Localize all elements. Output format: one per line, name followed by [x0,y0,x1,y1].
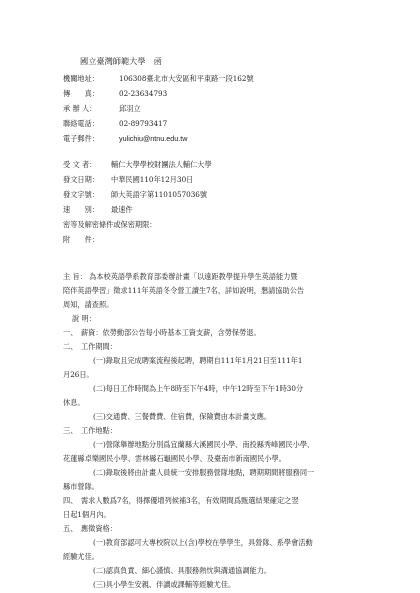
date-label: 發文日期： [63,175,99,184]
body-line: 花蓮縣卓樂國民小學、雲林縣石龜國民小學、及臺南市新南國民小學。 [63,454,286,463]
body-line: 二、 工作期間： [63,342,117,351]
contact-person-label: 承 辦 人： [63,104,97,113]
body-line: (二)認真負責、細心謹慎、具服務熱忱與溝通協調能力。 [93,566,272,575]
doc-number-label: 發文字號： [63,190,99,199]
contact-person-value: 邱羽立 [119,104,141,113]
body-line: (一)錄取且完成聘案流程後起聘，聘期自111年1月21日至111年1 [93,356,303,365]
agency-title: 國立臺灣師範大學 函 [80,56,162,66]
body-line: (二)每日工作時間為上午8時至下午4時，中午12時至下午1時30分 [93,384,304,393]
speed-label: 速 別： [63,205,99,214]
email-label: 電子郵件： [63,134,99,143]
body-line: 三、 工作地點： [63,426,117,435]
body-line: (二)錄取後將由計畫人員統一安排服務營隊地點，聘期期間將服務同一 [93,468,315,477]
body-line: 經驗尤佳。 [63,552,99,561]
attachment-label: 附 件： [63,235,99,244]
recipient-value: 輔仁大學學校財團法人輔仁大學 [111,160,212,169]
doc-number-value: 師大英語字第1101057036號 [111,190,208,199]
body-line: (一)教育部認可大專校院以上(含)學校在學學生，具營隊、系學會活動 [93,538,313,547]
body-line: 一、 薪資：依勞動部公告每小時基本工資支薪，含勞保勞退。 [63,328,261,337]
subject-line: 陪伴英語學習」徵求111年英語冬令營工讀生7名，詳如說明，懇請協助公告 [63,286,305,295]
recipient-label: 受 文 者： [63,160,97,169]
body-line: (三)交通費、三餐費費、住宿費，保險費由本計畫支應。 [93,412,272,421]
fax-label: 傳 真： [63,89,99,98]
phone-label: 聯絡電話： [63,119,99,128]
body-line: (三)具小學生安親、伴讀或課輔等經驗尤佳。 [93,580,236,589]
date-value: 中華民國110年12月30日 [111,175,194,184]
email-value[interactable]: yulichiu@ntnu.edu.tw [119,134,188,143]
subject-line: 周知，請查照。 [63,300,114,309]
phone-value: 02-89793417 [119,119,168,128]
body-line: 五、 應徵資格： [63,524,117,533]
security-label: 密等及解密條件或保密期限： [63,220,157,229]
body-line: (一)營隊舉辦地點分別爲宜蘭縣大溪國民小學、南投縣秀峰國民小學、 [93,440,315,449]
subject-line: 主 旨： 為本校英語學系教育部委辦計畫「以遠距教學提升學生英語能力暨 [63,272,298,281]
address-value: 106308臺北市大安區和平東路一段162號 [119,74,254,83]
fax-value: 02-23634793 [119,89,168,98]
explanation-label: 說 明： [72,314,96,323]
body-line: 日起1個月內。 [63,510,111,519]
body-line: 四、 需求人數爲7名，得擇優增列候補3名，有效期間爲甄選結果確定之翌 [63,496,299,505]
speed-value: 最速件 [111,205,133,214]
body-line: 月26日。 [63,370,94,379]
address-label: 機關地址： [63,74,99,83]
body-line: 縣市營隊。 [63,482,99,491]
body-line: 休息。 [63,398,85,407]
